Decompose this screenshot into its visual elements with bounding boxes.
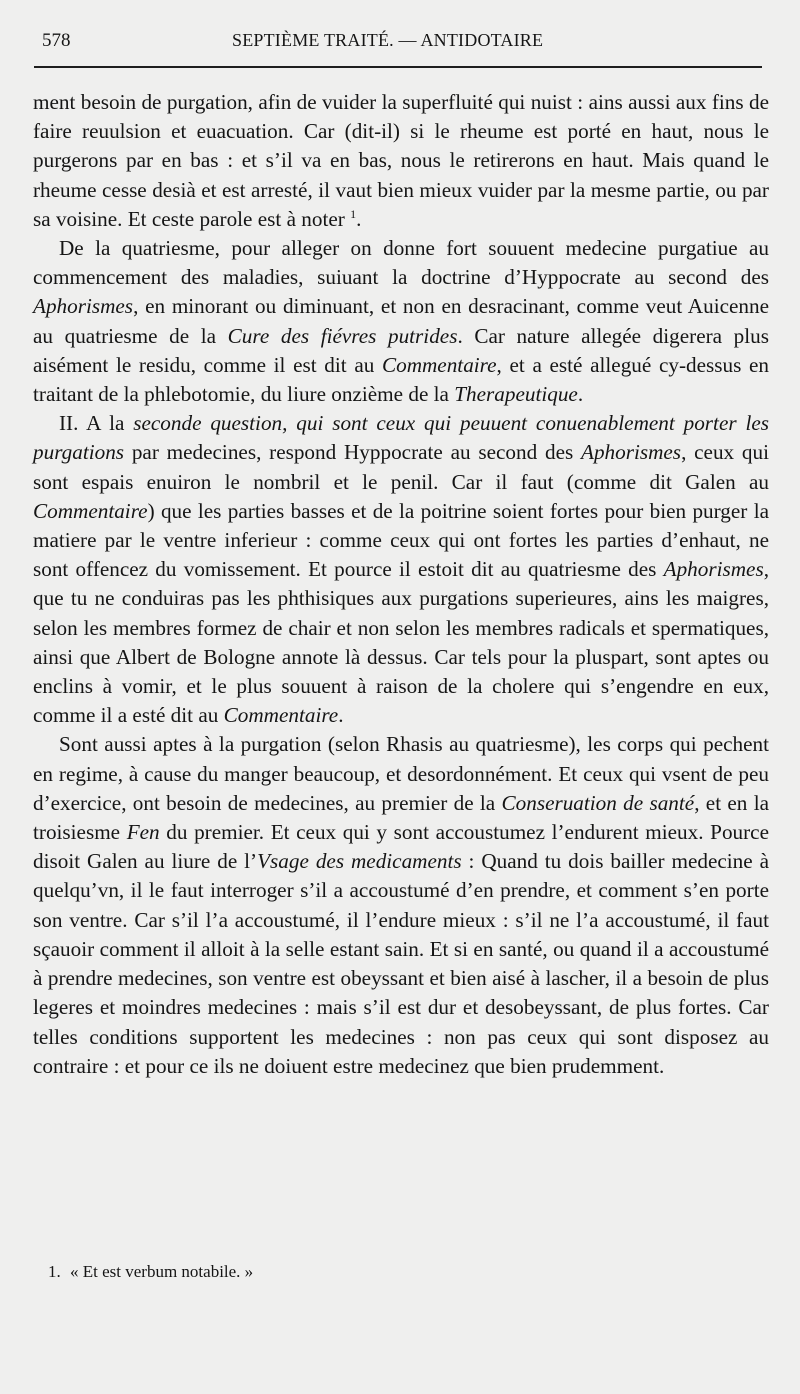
- text-run: ment besoin de purgation, afin de vuider la superfluité qui nuist : ains aussi aux fins de faire reuulsion et euacuation. Car (dit-il) si le rheume est porté en haut, nous le purgerons par en bas : et s’il va en bas, nous le retirerons en haut. Mais quand le rheume cesse desià et est arresté, il vaut bien mieux vuider par la mesme partie, ou par sa voisine. Et ceste parole est à noter: [33, 90, 769, 231]
- italic-run: Cure des fiévres putrides: [227, 323, 458, 348]
- italic-run: Vsage des medicaments: [257, 849, 462, 874]
- footnote-number: 1.: [48, 1262, 61, 1281]
- text-run: , ceux qui sont espais enuiron le nombril et le penil. Car il faut (comme dit Galen au: [33, 440, 769, 494]
- italic-run: seconde question, qui sont ceux qui peuuent conuenablement porter les purgations: [33, 411, 769, 465]
- header-rule: [34, 66, 762, 68]
- italic-run: Fen: [126, 820, 160, 845]
- footnote-text: « Et est verbum notabile. »: [70, 1262, 254, 1281]
- text-run: par medecines, respond Hyppocrate au second des: [124, 440, 581, 465]
- paragraph-2: [33, 234, 769, 409]
- paragraph-3: [33, 409, 769, 730]
- text-run: .: [338, 703, 344, 728]
- text-run: .: [356, 206, 362, 231]
- footnote-reference: 1: [350, 206, 357, 221]
- italic-run: Therapeutique: [454, 382, 578, 407]
- main-text: [33, 88, 769, 1081]
- italic-run: Aphorismes: [581, 440, 682, 465]
- paragraph-1: [33, 88, 769, 234]
- text-run: : Quand tu dois bailler medecine à quelqu’vn, il le faut interroger s’il a accoustumé d’en prendre, et comment s’en porte son ventre. Car s’il l’a accoustumé, il l’endure mieux : s’il ne l’a accoustumé, il faut sçauoir comment il alloit à la selle estant sain. Et si en santé, ou quand il a accoustumé à prendre medecines, son ventre est obeyssant et bien aisé à lascher, il a besoin de plus legeres et moindres medecines : mais s’il est dur et desobeyssant, de plus fortes. Car telles conditions supportent les medecines : non pas ceux qui sont disposez au contraire : et pour ce ils ne doiuent estre medecinez que bien prudemment.: [33, 849, 769, 1078]
- text-run: , en minorant ou diminuant, et non en desracinant, comme veut Auicenne au quatriesme de la: [33, 294, 769, 348]
- text-run: du premier. Et ceux qui y sont accoustumez l’endurent mieux. Pource disoit Galen au liure de l’: [33, 820, 769, 874]
- text-run: , que tu ne conduiras pas les phthisiques aux purgations superieures, ains les maigres, selon les membres formez de chair et non selon les membres radicals et spermatiques, ainsi que Albert de Bologne annote là dessus. Car tels pour la pluspart, sont aptes ou enclins à vomir, et le plus souuent à raison de la cholere qui s’engendre en eux, comme il a esté dit au: [33, 557, 769, 728]
- text-run: Sont aussi aptes à la purgation (selon Rhasis au quatriesme), les corps qui pechent en regime, à cause du manger beaucoup, et desordonnément. Et ceux qui vsent de peu d’exercice, ont besoin de medecines, au premier de la: [33, 732, 769, 815]
- italic-run: Commentaire: [381, 352, 497, 377]
- text-run: . Car nature allegée digerera plus aisément le residu, comme il est dit au: [33, 323, 769, 377]
- italic-run: Commentaire: [33, 498, 148, 523]
- text-run: , et en la troisiesme: [33, 790, 769, 845]
- running-title: SEPTIÈME TRAITÉ. — ANTIDOTAIRE: [232, 30, 544, 50]
- text-run: II. A la: [59, 411, 134, 436]
- paragraph-4: [33, 730, 769, 1080]
- italic-run: Conseruation de santé: [501, 790, 695, 815]
- italic-run: Commentaire: [223, 703, 339, 728]
- text-run: , et a esté allegué cy-dessus en traitant de la phlebotomie, du liure onzième de la: [33, 352, 769, 407]
- text-run: .: [577, 382, 584, 407]
- text-run: De la quatriesme, pour alleger on donne fort souuent medecine purgatiue au commencement des maladies, suiuant la doctrine d’Hyppocrate au second des: [33, 236, 769, 290]
- italic-run: Aphorismes: [663, 557, 764, 582]
- footnote: [48, 1262, 748, 1282]
- text-run: ) que les parties basses et de la poitrine soient fortes pour bien purger la matiere par le ventre inferieur : comme ceux qui ont fortes les parties d’enhaut, ne sont offencez du vomissement. Et pource il estoit dit au quatriesme des: [33, 498, 769, 582]
- italic-run: Aphorismes: [33, 294, 134, 319]
- page-number: 578: [42, 30, 71, 51]
- running-head: [0, 30, 800, 56]
